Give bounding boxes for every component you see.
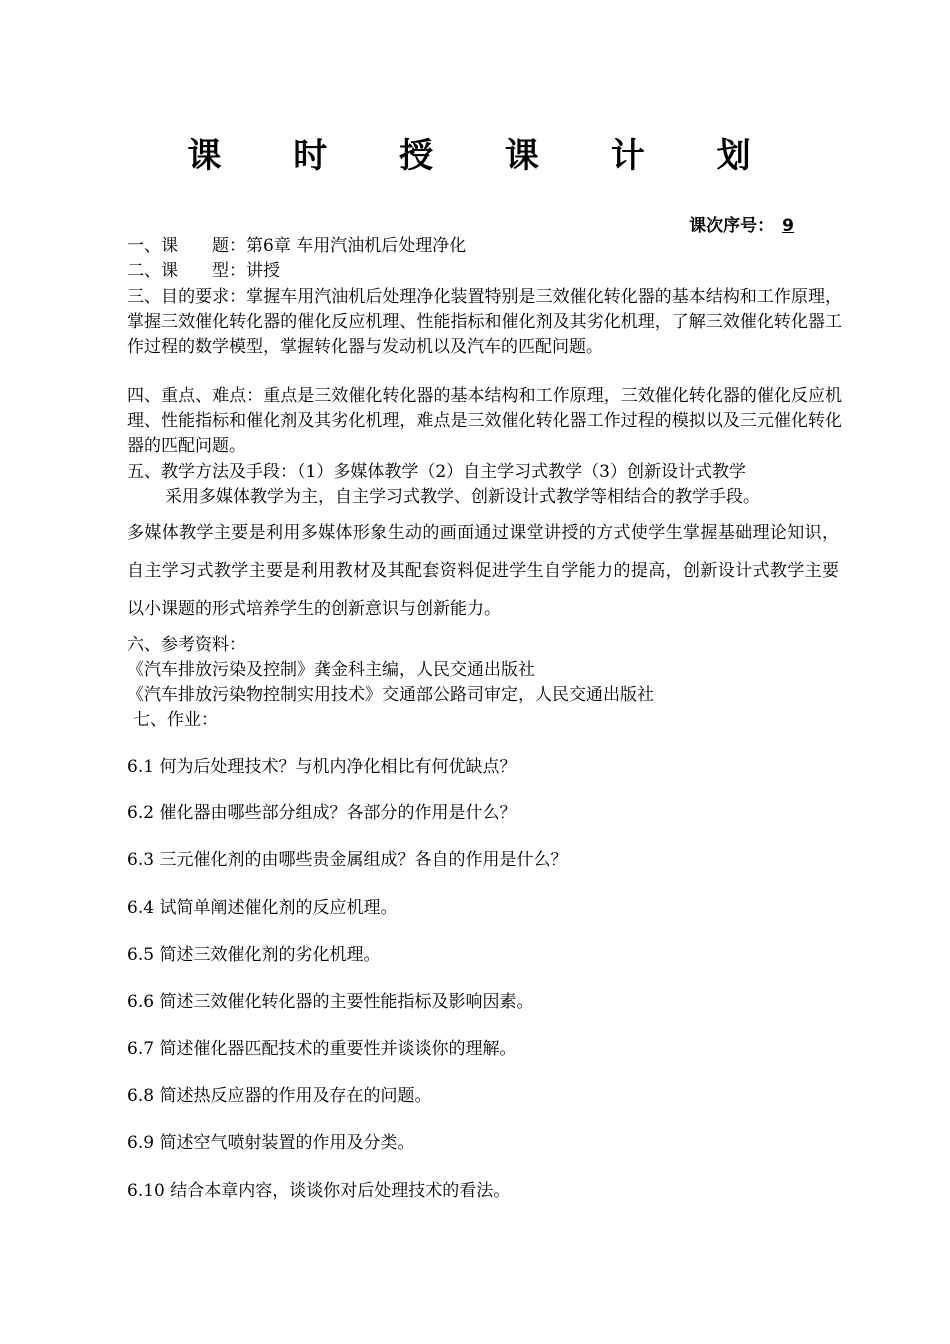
homework-item: 6.3 三元催化剂的由哪些贵金属组成？各自的作用是什么？ <box>127 850 568 870</box>
homework-item: 6.7 简述催化器匹配技术的重要性并谈谈你的理解。 <box>127 1039 517 1059</box>
lesson-number-label: 课次序号： <box>689 216 775 236</box>
page-title: 课 时 授 课 计 划 <box>187 136 781 176</box>
type-value: 讲授 <box>246 261 280 281</box>
homework-item: 6.1 何为后处理技术？与机内净化相比有何优缺点？ <box>127 757 517 777</box>
homework-item: 6.5 简述三效催化剂的劣化机理。 <box>127 945 381 965</box>
reference-item: 《汽车排放污染及控制》龚金科主编，人民交通出版社 <box>127 660 535 680</box>
homework-item: 6.2 催化器由哪些部分组成？各部分的作用是什么？ <box>127 803 517 823</box>
topic-label: 一、课 题： <box>127 236 246 256</box>
methods-summary: 采用多媒体教学为主，自主学习式教学、创新设计式教学等相结合的教学手段。 <box>165 487 760 507</box>
goals-text: 掌握车用汽油机后处理净化装置特别是三效催化转化器的基本结构和工作原理，掌握三效催化转化器的催化反应机理、性能指标和催化剂及其劣化机理，了解三效催化转化器工作过程的数学模型，掌握转化器与发动机以及汽车的匹配问题。 <box>127 287 842 357</box>
homework-item: 6.9 简述空气喷射装置的作用及分类。 <box>127 1133 415 1153</box>
keypoints-text: 重点是三效催化转化器的基本结构和工作原理，三效催化转化器的催化反应机理、性能指标和催化剂及其劣化机理，难点是三效催化转化器工作过程的模拟以及三元催化转化器的匹配问题。 <box>127 386 843 456</box>
type-row <box>127 259 280 283</box>
methods-paragraph: 多媒体教学主要是利用多媒体形象生动的画面通过课堂讲授的方式使学生掌握基础理论知识，自主学习式教学主要是利用教材及其配套资料促进学生自学能力的提高，创新设计式教学主要以小课题的形式培养学生的创新意识与创新能力。 <box>127 523 839 619</box>
methods-list: （1）多媒体教学（2）自主学习式教学（3）创新设计式教学 <box>297 462 746 482</box>
keypoints-label: 四、重点、难点： <box>127 386 264 406</box>
type-label: 二、课 型： <box>127 261 246 281</box>
topic-value: 第6章 车用汽油机后处理净化 <box>246 236 467 256</box>
lesson-number-value: 9 <box>782 216 794 236</box>
goals-paragraph <box>127 285 842 360</box>
lesson-number <box>689 211 798 236</box>
refs-label: 六、参考资料： <box>127 635 246 655</box>
homework-item: 6.8 简述热反应器的作用及存在的问题。 <box>127 1086 432 1106</box>
goals-label: 三、目的要求： <box>127 287 247 307</box>
homework-item: 6.10 结合本章内容，谈谈你对后处理技术的看法。 <box>127 1181 511 1201</box>
homework-item: 6.4 试简单阐述催化剂的反应机理。 <box>127 898 398 918</box>
homework-label: 七、作业： <box>133 710 218 730</box>
homework-item: 6.6 简述三效催化转化器的主要性能指标及影响因素。 <box>127 992 534 1012</box>
reference-item: 《汽车排放污染物控制实用技术》交通部公路司审定，人民交通出版社 <box>127 685 654 705</box>
methods-row <box>127 460 746 484</box>
keypoints-paragraph <box>127 384 842 459</box>
topic-row <box>127 234 466 258</box>
methods-label: 五、教学方法及手段： <box>127 462 297 482</box>
